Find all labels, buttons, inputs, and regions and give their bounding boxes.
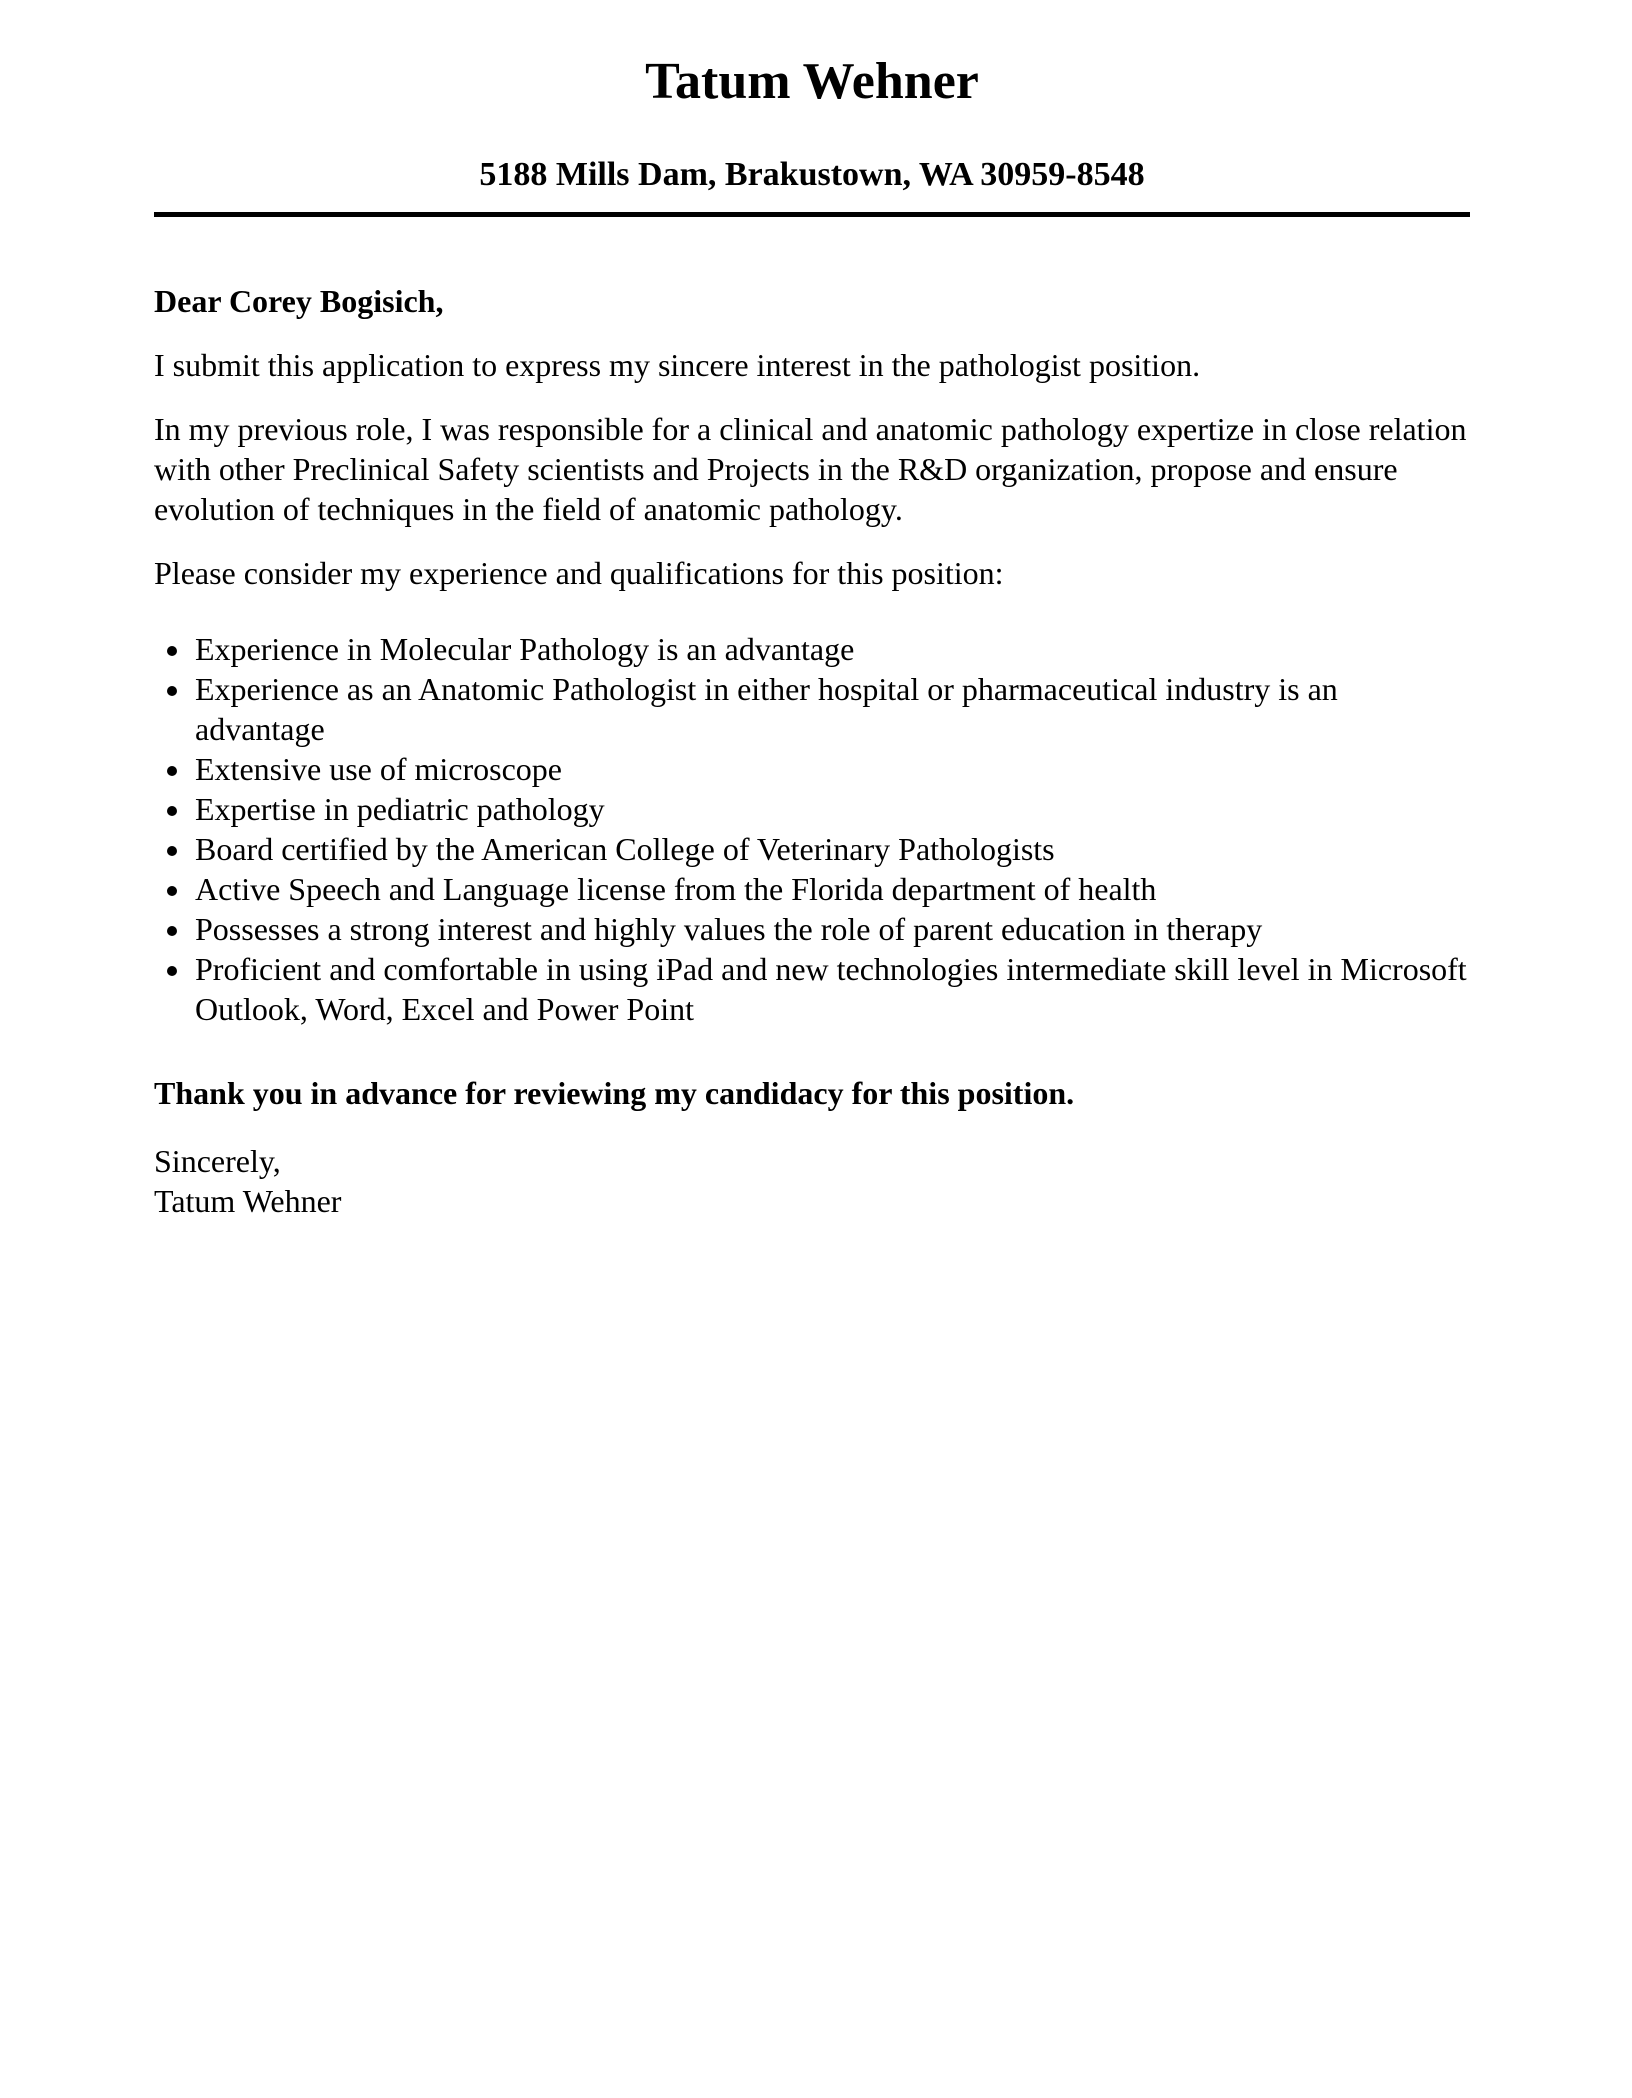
- qualification-item: • Proficient and comfortable in using iPad and new technologies intermediate skill level in Microsoft Outlook, Word, Excel and Power Point: [193, 949, 1470, 1029]
- address-line: 5188 Mills Dam, Brakustown, WA 30959-8548: [479, 156, 1145, 193]
- page-title: Tatum Wehner: [645, 53, 979, 110]
- signoff-block: [154, 1141, 1470, 1221]
- letter-body: [154, 281, 1470, 1221]
- previous-role-paragraph: In my previous role, I was responsible for a clinical and anatomic pathology expertize in close relation with other Preclinical Safety scientists and Projects in the R&D organization, propose and ensure evolution of techniques in the field of anatomic pathology.: [154, 411, 1467, 527]
- qualifications-list: [154, 629, 1470, 1029]
- signature-name: Tatum Wehner: [154, 1183, 342, 1219]
- qualification-item: • Extensive use of microscope: [193, 749, 1470, 789]
- letter-header: [154, 52, 1470, 217]
- qualification-item: • Expertise in pediatric pathology: [193, 789, 1470, 829]
- qualification-item: • Active Speech and Language license from the Florida department of health: [193, 869, 1470, 909]
- intro-paragraph: I submit this application to express my sincere interest in the pathologist position.: [154, 347, 1201, 383]
- consider-paragraph: Please consider my experience and qualifications for this position:: [154, 555, 1004, 591]
- qualification-item: • Experience as an Anatomic Pathologist in either hospital or pharmaceutical industry is an advantage: [193, 669, 1470, 749]
- qualification-item: • Experience in Molecular Pathology is an advantage: [193, 629, 1470, 669]
- salutation: Dear Corey Bogisich,: [154, 283, 444, 319]
- header-divider: [154, 212, 1470, 217]
- closing-line: Thank you in advance for reviewing my candidacy for this position.: [154, 1075, 1075, 1111]
- signoff: Sincerely,: [154, 1143, 281, 1179]
- qualification-item: • Possesses a strong interest and highly values the role of parent education in therapy: [193, 909, 1470, 949]
- qualification-item: • Board certified by the American College of Veterinary Pathologists: [193, 829, 1470, 869]
